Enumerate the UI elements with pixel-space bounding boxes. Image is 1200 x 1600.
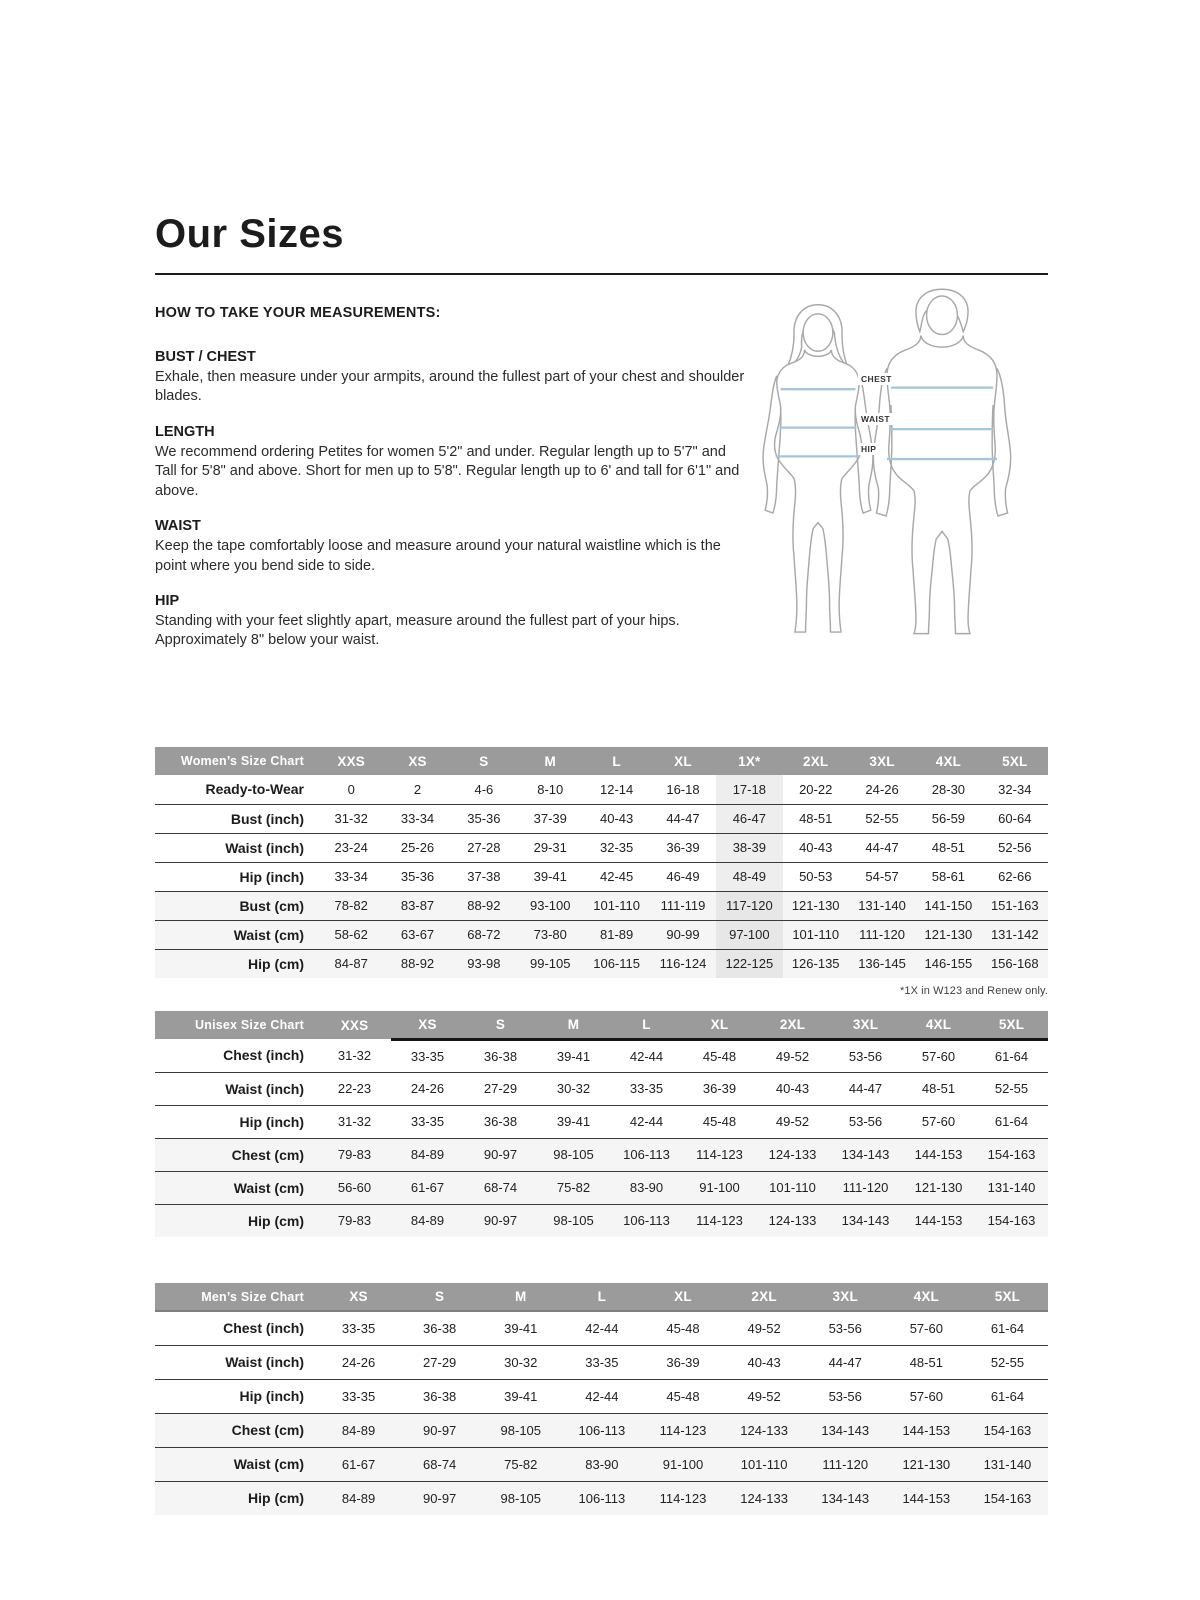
size-value-cell: 27-28 [467, 840, 501, 855]
table-row [155, 833, 1048, 862]
size-value-cell: 61-67 [318, 1447, 399, 1481]
size-value-cell: 134-143 [805, 1413, 886, 1447]
section-body: We recommend ordering Petites for women 5'2" and under. Regular length up to 5'7" and Tall for 5'8" and above. Short for men up to 5'8". Regular length up to 6' and tall for 6'1" and above. [155, 443, 740, 499]
table-row [155, 1204, 1048, 1237]
section-body: Exhale, then measure under your armpits, around the fullest part of your chest and shoulder blades. [155, 369, 745, 405]
size-value-cell: 36-39 [666, 1354, 700, 1370]
size-value-cell: 49-52 [747, 1388, 781, 1404]
size-value-cell: 117-120 [716, 891, 782, 920]
size-value-cell: 50-53 [799, 869, 833, 884]
size-value-cell: 33-35 [410, 1048, 445, 1064]
size-value-cell: 57-60 [921, 1114, 956, 1129]
size-value-cell: 48-49 [716, 862, 782, 891]
size-value-cell: 144-153 [902, 1204, 975, 1237]
size-value-cell: 134-143 [805, 1481, 886, 1515]
size-value-cell: 28-30 [931, 781, 966, 797]
size-value-cell: 78-82 [318, 891, 384, 920]
size-value-cell: 27-29 [483, 1081, 518, 1096]
size-value-cell: 106-115 [583, 949, 649, 978]
section-hip [155, 593, 747, 651]
size-value-cell: 32-34 [998, 781, 1032, 797]
size-value-cell: 124-133 [724, 1481, 805, 1515]
size-column-header: XS [384, 747, 450, 775]
size-value-cell: 83-90 [610, 1171, 683, 1204]
size-value-cell: 33-35 [629, 1081, 664, 1096]
size-value-cell: 61-64 [994, 1048, 1029, 1064]
size-value-cell: 60-64 [998, 811, 1032, 826]
size-value-cell: 91-100 [683, 1171, 756, 1204]
size-value-cell: 99-105 [517, 949, 583, 978]
size-value-cell: 37-38 [467, 869, 501, 884]
size-value-cell: 52-56 [998, 840, 1032, 855]
section-body: Standing with your feet slightly apart, measure around the fullest part of your hips. Approximately 8" below your waist. [155, 612, 680, 649]
size-value-cell: 84-89 [318, 1481, 399, 1515]
size-value-cell: 154-163 [967, 1413, 1048, 1447]
size-value-cell: 131-142 [982, 920, 1048, 949]
size-value-cell: 144-153 [902, 1138, 975, 1171]
size-guide-content [155, 212, 1048, 1515]
size-value-cell: 2 [413, 781, 422, 797]
size-column-header: 2XL [724, 1283, 805, 1311]
size-column-header: XXS [318, 1011, 391, 1039]
size-value-cell: 134-143 [829, 1204, 902, 1237]
size-value-cell: 90-97 [464, 1204, 537, 1237]
size-value-cell: 40-43 [747, 1354, 781, 1370]
row-label: Waist (cm) [155, 1171, 318, 1204]
size-value-cell: 53-56 [828, 1320, 862, 1336]
size-value-cell: 36-39 [702, 1081, 737, 1096]
size-value-cell: 38-39 [716, 833, 782, 862]
size-value-cell: 46-49 [666, 869, 700, 884]
size-value-cell: 62-66 [998, 869, 1032, 884]
size-value-cell: 53-56 [848, 1114, 883, 1129]
size-value-cell: 90-97 [464, 1138, 537, 1171]
row-label: Hip (cm) [155, 1481, 318, 1515]
size-value-cell: 111-119 [650, 891, 716, 920]
table-row [155, 1105, 1048, 1138]
size-value-cell: 156-168 [982, 949, 1048, 978]
size-value-cell: 106-113 [561, 1481, 642, 1515]
size-value-cell: 8-10 [537, 781, 564, 797]
size-value-cell: 33-34 [334, 869, 368, 884]
size-value-cell: 97-100 [716, 920, 782, 949]
womens-size-table [155, 747, 1048, 978]
size-value-cell: 61-64 [994, 1114, 1029, 1129]
size-column-header: M [537, 1011, 610, 1039]
section-heading: HIP [155, 592, 180, 609]
size-value-cell: 116-124 [650, 949, 716, 978]
figure-label-hip: HIP [858, 443, 879, 455]
size-column-header: L [583, 747, 649, 775]
size-value-cell: 36-38 [423, 1320, 457, 1336]
page-title: Our Sizes [155, 212, 345, 256]
size-value-cell: 111-120 [805, 1447, 886, 1481]
row-label: Waist (cm) [155, 1447, 318, 1481]
size-value-cell: 114-123 [642, 1413, 723, 1447]
size-value-cell: 91-100 [642, 1447, 723, 1481]
section-heading: BUST / CHEST [155, 349, 256, 365]
size-value-cell: 154-163 [975, 1138, 1048, 1171]
size-column-header: M [480, 1283, 561, 1311]
size-value-cell: 17-18 [716, 775, 782, 804]
size-value-cell: 68-74 [464, 1171, 537, 1204]
size-column-header: XS [391, 1011, 464, 1039]
male-figure-illustration [860, 281, 1024, 639]
size-value-cell: 49-52 [775, 1114, 810, 1129]
size-value-cell: 131-140 [967, 1447, 1048, 1481]
section-heading: LENGTH [155, 423, 215, 440]
size-column-header: 2XL [756, 1011, 829, 1039]
table-row [155, 891, 1048, 920]
size-value-cell: 35-36 [467, 811, 501, 826]
measurement-figures [746, 281, 1018, 639]
size-column-header: S [399, 1283, 480, 1311]
row-label: Waist (inch) [225, 1354, 304, 1370]
size-value-cell: 106-113 [610, 1138, 683, 1171]
size-value-cell: 48-51 [909, 1354, 943, 1370]
section-heading: WAIST [155, 518, 201, 535]
measurement-instructions [155, 305, 747, 651]
size-value-cell: 33-34 [400, 811, 435, 826]
size-value-cell: 63-67 [384, 920, 450, 949]
size-value-cell: 40-43 [799, 840, 833, 855]
size-value-cell: 151-163 [982, 891, 1048, 920]
size-value-cell: 46-47 [716, 804, 782, 833]
size-value-cell: 31-32 [337, 1114, 372, 1129]
size-column-header: XXS [318, 747, 384, 775]
size-value-cell: 40-43 [599, 811, 634, 826]
table-row [155, 862, 1048, 891]
size-value-cell: 88-92 [384, 949, 450, 978]
how-to-heading: HOW TO TAKE YOUR MEASUREMENTS: [155, 305, 441, 321]
table-row [155, 1138, 1048, 1171]
size-tables [155, 747, 1048, 1515]
size-column-header: XL [683, 1011, 756, 1039]
size-value-cell: 23-24 [334, 840, 368, 855]
size-value-cell: 101-110 [756, 1171, 829, 1204]
row-label: Chest (cm) [155, 1413, 318, 1447]
size-value-cell: 75-82 [537, 1171, 610, 1204]
size-value-cell: 114-123 [683, 1204, 756, 1237]
size-value-cell: 101-110 [724, 1447, 805, 1481]
size-value-cell: 37-39 [533, 811, 567, 826]
size-value-cell: 144-153 [886, 1481, 967, 1515]
table-title: Unisex Size Chart [155, 1011, 318, 1039]
size-value-cell: 53-56 [848, 1048, 883, 1064]
size-value-cell: 121-130 [886, 1447, 967, 1481]
size-column-header: XL [650, 747, 716, 775]
size-value-cell: 52-55 [865, 811, 899, 826]
size-value-cell: 61-67 [391, 1171, 464, 1204]
size-value-cell: 27-29 [423, 1354, 457, 1370]
size-value-cell: 49-52 [747, 1320, 781, 1336]
size-value-cell: 124-133 [756, 1204, 829, 1237]
size-value-cell: 81-89 [583, 920, 649, 949]
table-row [155, 1447, 1048, 1481]
size-value-cell: 121-130 [783, 891, 849, 920]
table-row [155, 1379, 1048, 1413]
size-value-cell: 0 [347, 781, 355, 797]
size-value-cell: 57-60 [909, 1388, 943, 1404]
size-value-cell: 33-35 [341, 1388, 376, 1404]
size-value-cell: 75-82 [480, 1447, 561, 1481]
size-column-header: S [451, 747, 517, 775]
size-value-cell: 36-38 [423, 1388, 457, 1404]
table-title: Men’s Size Chart [155, 1283, 318, 1311]
table-row [155, 949, 1048, 978]
row-label: Chest (cm) [155, 1138, 318, 1171]
size-value-cell: 141-150 [915, 891, 981, 920]
row-label: Bust (inch) [230, 810, 304, 827]
size-value-cell: 22-23 [337, 1081, 372, 1096]
size-value-cell: 68-72 [451, 920, 517, 949]
size-value-cell: 90-99 [650, 920, 716, 949]
size-value-cell: 106-113 [610, 1204, 683, 1237]
size-value-cell: 84-89 [318, 1413, 399, 1447]
size-column-header: S [464, 1011, 537, 1039]
size-value-cell: 48-51 [921, 1081, 956, 1096]
size-value-cell: 90-97 [399, 1413, 480, 1447]
size-value-cell: 122-125 [716, 949, 782, 978]
size-value-cell: 4-6 [474, 781, 494, 797]
size-column-header: 3XL [829, 1011, 902, 1039]
row-label: Hip (cm) [155, 1204, 318, 1237]
table-row [155, 1039, 1048, 1072]
size-value-cell: 31-32 [337, 1047, 372, 1063]
size-value-cell: 90-97 [399, 1481, 480, 1515]
size-value-cell: 121-130 [902, 1171, 975, 1204]
size-value-cell: 39-41 [556, 1048, 591, 1064]
mens-size-table [155, 1283, 1048, 1515]
size-value-cell: 57-60 [921, 1048, 956, 1064]
size-value-cell: 33-35 [585, 1354, 619, 1370]
size-value-cell: 45-48 [666, 1320, 700, 1336]
section-length [155, 424, 747, 501]
size-value-cell: 56-60 [318, 1171, 391, 1204]
size-value-cell: 83-87 [384, 891, 450, 920]
size-value-cell: 42-44 [585, 1388, 619, 1404]
size-value-cell: 45-48 [702, 1048, 737, 1064]
size-value-cell: 134-143 [829, 1138, 902, 1171]
size-value-cell: 131-140 [849, 891, 915, 920]
size-value-cell: 33-35 [410, 1114, 445, 1129]
size-value-cell: 101-110 [783, 920, 849, 949]
size-value-cell: 39-41 [556, 1114, 591, 1129]
table-row [155, 920, 1048, 949]
size-column-header: 1X* [716, 747, 782, 775]
size-value-cell: 136-145 [849, 949, 915, 978]
size-value-cell: 44-47 [865, 840, 899, 855]
intro-section [155, 305, 1048, 705]
size-value-cell: 25-26 [400, 840, 435, 855]
size-value-cell: 31-32 [334, 811, 368, 826]
table-row [155, 1171, 1048, 1204]
size-value-cell: 45-48 [666, 1388, 700, 1404]
size-value-cell: 48-51 [799, 811, 833, 826]
size-value-cell: 42-44 [629, 1048, 664, 1064]
size-value-cell: 39-41 [504, 1388, 538, 1404]
size-value-cell: 114-123 [683, 1138, 756, 1171]
table-row [155, 1311, 1048, 1345]
size-value-cell: 12-14 [599, 781, 634, 797]
size-value-cell: 146-155 [915, 949, 981, 978]
size-value-cell: 79-83 [318, 1138, 391, 1171]
size-value-cell: 61-64 [990, 1320, 1025, 1336]
size-value-cell: 111-120 [849, 920, 915, 949]
size-value-cell: 84-89 [391, 1204, 464, 1237]
size-column-header: L [610, 1011, 683, 1039]
size-value-cell: 36-38 [483, 1114, 518, 1129]
figure-label-waist: WAIST [858, 413, 893, 425]
size-value-cell: 101-110 [583, 891, 649, 920]
section-bust-chest [155, 349, 747, 407]
size-value-cell: 24-26 [410, 1081, 445, 1096]
size-value-cell: 58-62 [318, 920, 384, 949]
size-value-cell: 33-35 [341, 1320, 376, 1336]
row-label: Ready-to-Wear [205, 781, 304, 798]
size-value-cell: 58-61 [931, 869, 966, 884]
size-column-header: 4XL [915, 747, 981, 775]
size-value-cell: 49-52 [775, 1048, 810, 1064]
size-value-cell: 35-36 [400, 869, 435, 884]
unisex-size-table [155, 1011, 1048, 1237]
size-value-cell: 93-100 [517, 891, 583, 920]
size-value-cell: 52-55 [990, 1354, 1025, 1370]
row-label: Hip (inch) [239, 1388, 304, 1404]
size-value-cell: 131-140 [975, 1171, 1048, 1204]
row-label: Hip (inch) [239, 868, 304, 885]
size-value-cell: 114-123 [642, 1481, 723, 1515]
section-waist [155, 518, 747, 576]
size-value-cell: 30-32 [556, 1081, 591, 1096]
size-value-cell: 44-47 [848, 1081, 883, 1096]
size-value-cell: 84-87 [318, 949, 384, 978]
title-divider [155, 273, 1048, 275]
size-column-header: 5XL [967, 1283, 1048, 1311]
size-value-cell: 98-105 [537, 1204, 610, 1237]
row-label: Bust (cm) [155, 891, 318, 920]
table-row [155, 1413, 1048, 1447]
table-row [155, 775, 1048, 804]
section-body: Keep the tape comfortably loose and measure around your natural waistline which is the point where you bend side to side. [155, 538, 721, 574]
size-value-cell: 44-47 [666, 811, 700, 826]
row-label: Chest (inch) [223, 1047, 304, 1064]
size-column-header: XS [318, 1283, 399, 1311]
size-column-header: M [517, 747, 583, 775]
table-row [155, 804, 1048, 833]
size-value-cell: 126-135 [783, 949, 849, 978]
size-value-cell: 24-26 [865, 781, 899, 797]
size-value-cell: 44-47 [828, 1354, 862, 1370]
size-column-header: 3XL [805, 1283, 886, 1311]
size-column-header: 2XL [783, 747, 849, 775]
size-column-header: 3XL [849, 747, 915, 775]
size-value-cell: 42-44 [629, 1114, 664, 1129]
size-value-cell: 154-163 [975, 1204, 1048, 1237]
size-value-cell: 40-43 [775, 1081, 810, 1096]
table-row [155, 1072, 1048, 1105]
size-value-cell: 57-60 [909, 1320, 943, 1336]
table-title: Women’s Size Chart [155, 747, 318, 775]
womens-table-footnote: *1X in W123 and Renew only. [899, 985, 1048, 997]
size-value-cell: 39-41 [533, 869, 567, 884]
size-value-cell: 73-80 [517, 920, 583, 949]
size-value-cell: 124-133 [756, 1138, 829, 1171]
size-value-cell: 93-98 [451, 949, 517, 978]
row-label: Chest (inch) [223, 1320, 304, 1337]
size-column-header: 4XL [902, 1011, 975, 1039]
size-value-cell: 121-130 [915, 920, 981, 949]
size-value-cell: 36-38 [483, 1048, 518, 1064]
size-value-cell: 39-41 [504, 1320, 538, 1336]
size-column-header: L [561, 1283, 642, 1311]
size-value-cell: 124-133 [724, 1413, 805, 1447]
size-value-cell: 83-90 [561, 1447, 642, 1481]
figure-label-chest: CHEST [858, 373, 895, 385]
size-value-cell: 144-153 [886, 1413, 967, 1447]
size-value-cell: 32-35 [599, 840, 634, 855]
size-value-cell: 88-92 [451, 891, 517, 920]
size-value-cell: 68-74 [399, 1447, 480, 1481]
size-value-cell: 20-22 [799, 781, 833, 797]
size-value-cell: 79-83 [318, 1204, 391, 1237]
row-label: Waist (cm) [155, 920, 318, 949]
size-value-cell: 154-163 [967, 1481, 1048, 1515]
size-column-header: XL [642, 1283, 723, 1311]
size-value-cell: 98-105 [537, 1138, 610, 1171]
size-column-header: 5XL [975, 1011, 1048, 1039]
table-row [155, 1345, 1048, 1379]
size-value-cell: 30-32 [504, 1354, 538, 1370]
size-value-cell: 98-105 [480, 1481, 561, 1515]
size-value-cell: 111-120 [829, 1171, 902, 1204]
size-value-cell: 84-89 [391, 1138, 464, 1171]
size-value-cell: 53-56 [828, 1388, 862, 1404]
size-value-cell: 42-44 [585, 1320, 619, 1336]
size-value-cell: 45-48 [702, 1114, 737, 1129]
row-label: Waist (inch) [225, 839, 304, 856]
size-value-cell: 36-39 [666, 840, 700, 855]
size-column-header: 4XL [886, 1283, 967, 1311]
size-value-cell: 56-59 [931, 811, 966, 826]
row-label: Waist (inch) [225, 1080, 304, 1097]
size-value-cell: 24-26 [341, 1354, 376, 1370]
row-label: Hip (cm) [155, 949, 318, 978]
size-value-cell: 54-57 [865, 869, 899, 884]
size-value-cell: 52-55 [994, 1081, 1029, 1096]
size-value-cell: 29-31 [533, 840, 567, 855]
size-value-cell: 42-45 [599, 869, 634, 884]
table-row [155, 1481, 1048, 1515]
size-value-cell: 106-113 [561, 1413, 642, 1447]
row-label: Hip (inch) [239, 1113, 304, 1130]
size-value-cell: 98-105 [480, 1413, 561, 1447]
size-column-header: 5XL [982, 747, 1048, 775]
size-value-cell: 16-18 [666, 781, 700, 797]
size-value-cell: 48-51 [931, 840, 966, 855]
size-value-cell: 61-64 [990, 1388, 1025, 1404]
